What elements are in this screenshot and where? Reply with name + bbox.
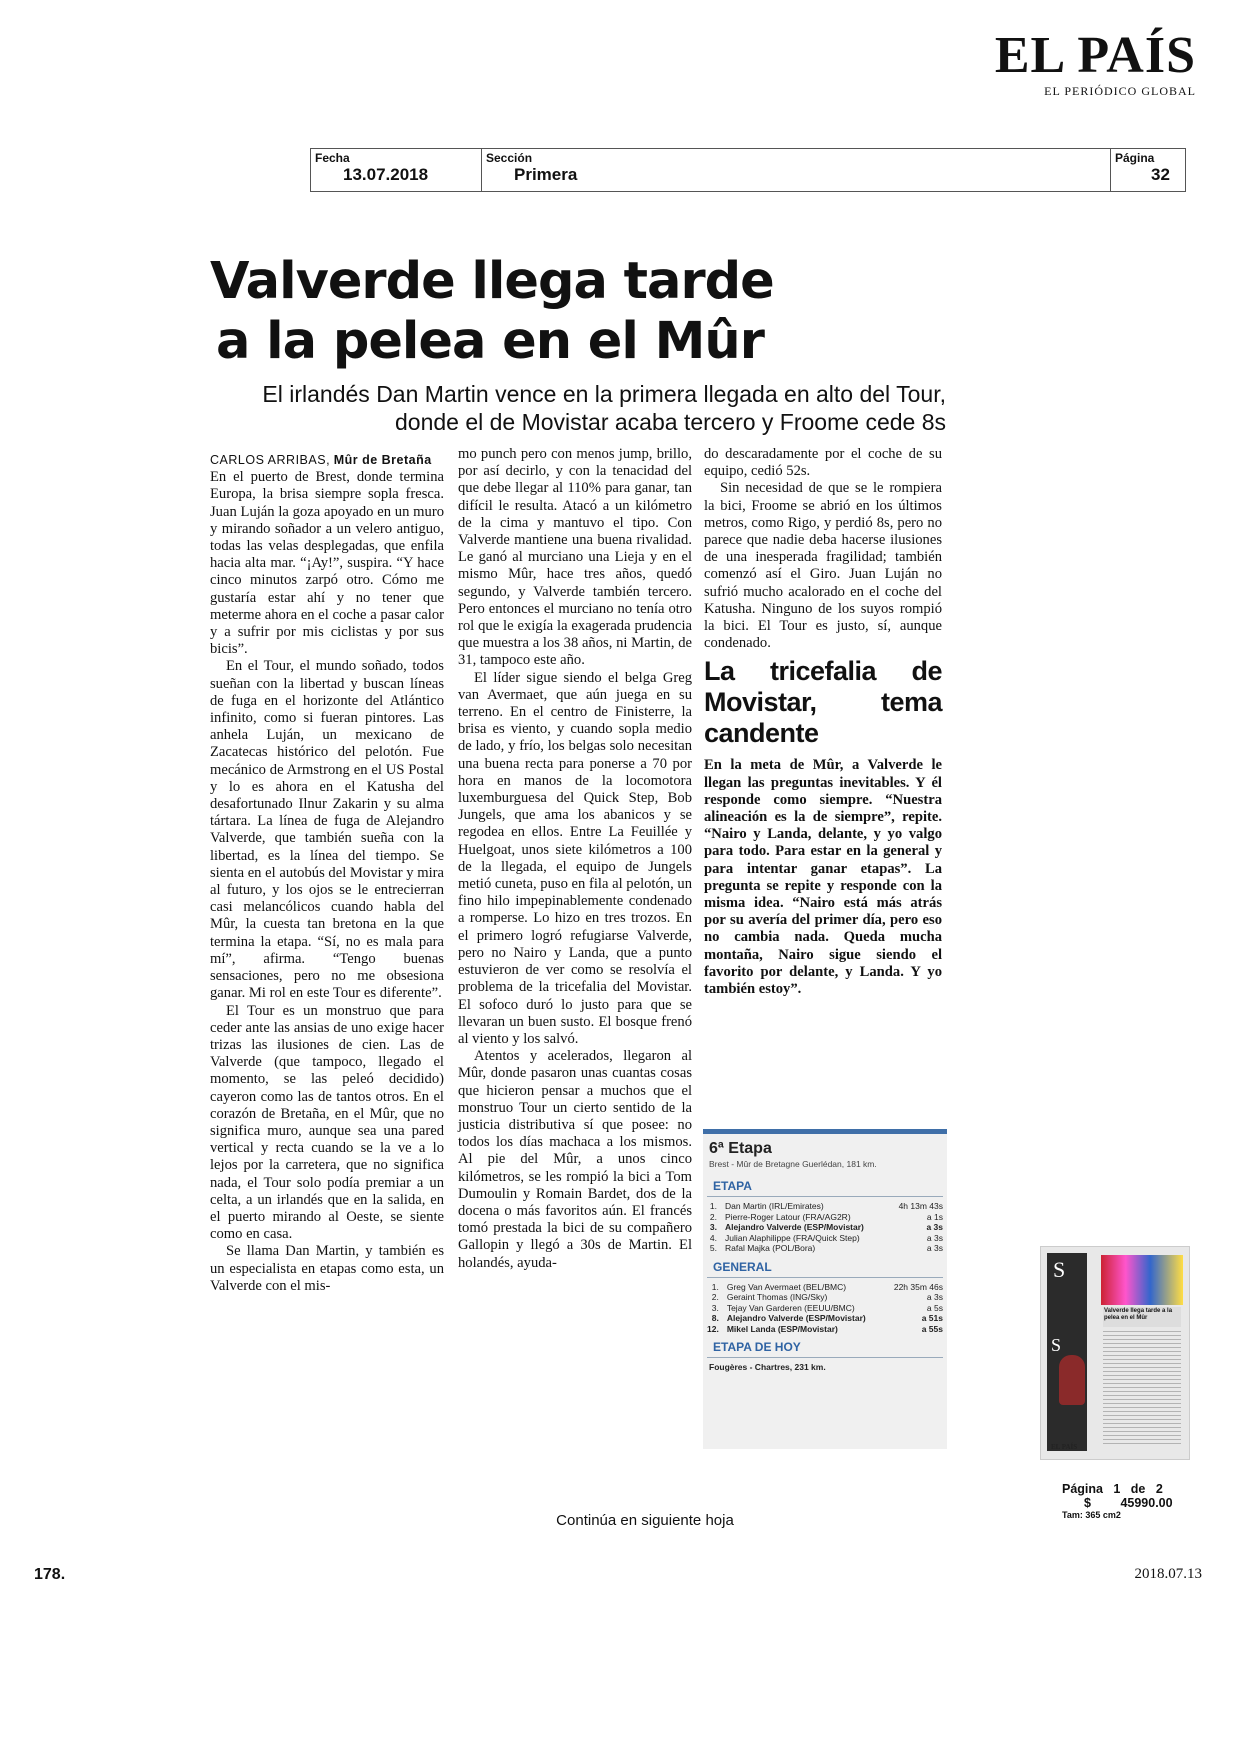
stage-title: 6ª Etapa — [709, 1140, 772, 1157]
result-time: a 3s — [926, 1222, 943, 1232]
page-amount — [1062, 1496, 1192, 1510]
result-time: 22h 35m 46s — [893, 1281, 943, 1292]
article-column-2 — [458, 446, 692, 1272]
page-thumbnail — [1040, 1246, 1190, 1460]
result-row — [703, 1324, 947, 1335]
byline — [210, 452, 444, 469]
paragraph: do descaradamente por el coche de su equipo, cedió 52s. — [704, 446, 942, 480]
article-headline — [210, 252, 774, 372]
masthead-title: EL PAÍS — [994, 27, 1196, 84]
sidebar-body: En la meta de Mûr, a Valverde le llegan las preguntas inevitables. Y él responde como siempre. “Nuestra alineación es la de siempre”, repite. “Nairo y Landa, delante, y yo valgo para todo. Para estar en la general y para intentar ganar etapas”. La pregunta se repite y responde con la misma idea. “Nairo está más atrás por su avería del primer día, pero eso no cambia nada. Queda mucha montaña, Nairo sigue siendo el favorito por delante, y Landa. Y yo también estoy”. — [704, 757, 942, 998]
thumbnail-portrait — [1059, 1355, 1085, 1405]
result-pos: 1. — [709, 1201, 717, 1211]
result-time: a 3s — [926, 1292, 943, 1302]
footer-date: 2018.07.13 — [1134, 1566, 1202, 1582]
author: CARLOS ARRIBAS, — [210, 453, 331, 467]
article-subheadline: El irlandés Dan Martin vence en la primera llegada en alto del Tour, donde el de Movistar acaba tercero y Froome cede 8s — [262, 381, 946, 435]
paragraph: mo punch pero con menos jump, brillo, por así decirlo, y con la tenacidad del que debe llegar al 110% para ganar, tan difícil le resulta. Atacó a un kilómetro de la cima y mantuvo el tipo. Con Valverde mantiene una buena rivalidad. Le ganó al murciano una Lieja y en el mismo Mûr, hace tres años, quedó segundo, y Valverde también tercero. Pero entonces el murciano no tenía otro rol que le exigía la exagerada prudencia que muestra a los 38 años, ni Martin, de 31, tampoco este año. — [458, 446, 692, 669]
page-count — [1062, 1482, 1192, 1496]
result-time: a 55s — [921, 1323, 943, 1334]
result-row — [703, 1243, 947, 1254]
continua-text: Continúa en siguiente hoja — [556, 1512, 734, 1529]
fecha-value: 13.07.2018 — [343, 165, 429, 184]
result-rider: Geraint Thomas (ING/Sky) — [726, 1292, 828, 1302]
result-rider: Greg Van Avermaet (BEL/BMC) — [726, 1281, 847, 1292]
meta-fecha — [311, 149, 482, 191]
paragraph: El Tour es un monstruo que para ceder ante las ansias de uno exige hacer trizas las ilusiones de cien. Las de Valverde (que tampoco, llegado el momento, se las peleó decidido) cayeron como las de tantos otros. En el corazón de Bretaña, en el Mûr, que no significa muro, aunque sea una pared vertical y recta cuando se la ve a lo lejos por la carretera, que no significa nada, el Tour solo podía premiar a un celta, a un irlandés que en la salida, en el puerto mirando al Oeste, se siente como en casa. — [210, 1002, 444, 1243]
general-table — [703, 1282, 947, 1335]
thumbnail-footer: EL PAÍS — [1051, 1443, 1078, 1451]
result-row — [703, 1313, 947, 1324]
result-row — [703, 1282, 947, 1293]
pagina-value: 32 — [1151, 165, 1170, 184]
sidebar-title: La tricefalia de Movistar, tema candente — [704, 656, 942, 749]
result-pos: 2. — [709, 1211, 717, 1222]
paragraph: Atentos y acelerados, llegaron al Mûr, donde pasaron unas cuantas cosas que hicieron pensar a muchos que el monstruo Tour un cierto sentido de la justicia distributiva sí que posee: no todos los días machaca a los mismos. Al pie del Mûr, a unos cinco kilómetros, se les rompió la bici a Tom Dumoulin y Romain Bardet, dos de la docena o más favoritos aún. El francés tomó prestada la bici de su compañero Gallopin y llegó a 30s de Martin. El holandés, ayuda- — [458, 1048, 692, 1271]
result-time: a 5s — [926, 1302, 943, 1313]
page-size: Tam: 365 cm2 — [1062, 1510, 1121, 1520]
etapa-table — [703, 1201, 947, 1254]
result-rider: Dan Martin (IRL/Emirates) — [725, 1201, 824, 1211]
pagina-label: Página — [1115, 151, 1155, 165]
location: Mûr de Bretaña — [333, 453, 432, 467]
hoy-title: ETAPA DE HOY — [707, 1334, 943, 1358]
result-row — [703, 1212, 947, 1223]
meta-box — [310, 148, 1186, 192]
result-time: a 3s — [926, 1232, 943, 1243]
result-row — [703, 1233, 947, 1244]
headline-line-1: Valverde llega tarde — [210, 252, 774, 311]
thumbnail-logo-letter: S — [1053, 1257, 1066, 1282]
masthead-logo — [994, 27, 1196, 99]
paragraph: El líder sigue siendo el belga Greg van Avermaet, que aún juega en su terreno. En el centro de Finisterre, la brisa es viento, y cuando sopla medio de lado, y frío, los belgas solo necesitan una buena recta para ponerse a 70 por hora en manos de la locomotora luxemburguesa del Quick Step, Bob Jungels, que ama los abanicos y se regodea en ellos. Entre La Feuillée y Huelgoat, unos siete kilómetros a 100 de la llegada, el equipo de Jungels metió cuneta, puso en fila al pelotón, un fino hilo impepinablemente condenado a romperse. Lo hizo en tres trozos. En el primero logró refugiarse Valverde, pero no Nairo y Landa, que a punto estuvieron de ver como se resolvía el problema de la tricefalia del Movistar. El sofoco duró lo justo para que se llevaran un buen susto. El bosque frenó al viento y los salvó. — [458, 669, 692, 1047]
currency: $ — [1084, 1496, 1091, 1510]
page-number: 178. — [34, 1566, 66, 1583]
result-row — [703, 1303, 947, 1314]
result-rider: Julian Alaphilippe (FRA/Quick Step) — [725, 1232, 860, 1243]
result-time: a 1s — [926, 1211, 943, 1222]
page-label: Página — [1062, 1482, 1103, 1496]
paragraph: Se llama Dan Martin, y también es un especialista en etapas como esta, un Valverde con el mis- — [210, 1243, 444, 1294]
results-box — [703, 1129, 947, 1449]
result-pos: 1. — [711, 1281, 719, 1292]
stage-route: Brest - Mûr de Bretagne Guerlédan, 181 km. — [709, 1159, 877, 1169]
result-rider: Rafal Majka (POL/Bora) — [725, 1243, 816, 1253]
fecha-label: Fecha — [315, 151, 350, 165]
article-column-3 — [704, 446, 942, 998]
result-time: a 3s — [926, 1243, 943, 1253]
result-pos: 8. — [711, 1313, 719, 1323]
result-pos: 12. — [707, 1323, 719, 1334]
result-time: a 51s — [921, 1313, 943, 1323]
result-rider: Pierre-Roger Latour (FRA/AG2R) — [725, 1211, 851, 1222]
paragraph: En el puerto de Brest, donde termina Europa, la brisa siempre sopla fresca. Juan Luján la goza apoyado en un muro y mirando soñador a un velero antiguo, todas las velas desplegadas, que enfila hacia alta mar. “¡Ay!”, suspira. “Y hace cinco minutos zarpó otro. Cómo me gustaría estar ahí y no tener que meterme ahora en el coche a pasar calor y a sufrir por mis ciclistas y por sus bicis”. — [210, 469, 444, 658]
result-rider: Mikel Landa (ESP/Movistar) — [726, 1323, 838, 1334]
amount: 45990.00 — [1120, 1496, 1173, 1510]
seccion-label: Sección — [486, 151, 533, 165]
thumbnail-headline: Valverde llega tarde a la pelea en el Mûr — [1103, 1307, 1181, 1327]
thumbnail-photo — [1101, 1255, 1183, 1305]
page-num: 1 — [1113, 1482, 1121, 1496]
thumbnail-logo-letter-2: S — [1051, 1335, 1062, 1355]
page-de: de — [1130, 1482, 1146, 1496]
meta-pagina — [1111, 149, 1185, 191]
result-row — [703, 1222, 947, 1233]
result-row — [703, 1201, 947, 1212]
result-pos: 4. — [709, 1232, 717, 1243]
article-column-1 — [210, 452, 444, 1295]
general-title: GENERAL — [707, 1254, 943, 1278]
seccion-value: Primera — [514, 165, 578, 184]
result-pos: 5. — [709, 1243, 717, 1253]
masthead-subtitle: EL PERIÓDICO GLOBAL — [1044, 84, 1196, 98]
result-rider: Alejandro Valverde (ESP/Movistar) — [725, 1222, 864, 1232]
result-rider: Tejay Van Garderen (EEUU/BMC) — [726, 1302, 855, 1313]
hoy-route: Fougères - Chartres, 231 km. — [709, 1362, 826, 1372]
result-pos: 3. — [711, 1302, 719, 1313]
paragraph: Sin necesidad de que se le rompiera la bici, Froome se abrió en los últimos metros, como Rigo, y perdió 8s, pero no parece que nadie deba hacerse ilusiones de una inesperada fragilidad; también comenzó así el Giro. Juan Luján no sufrió mucho acalorado en el coche del Katusha. Ninguno de los suyos rompió la bici. El Tour es justo, sí, aunque condenado. — [704, 480, 942, 652]
headline-line-2: a la pelea en el Mûr — [216, 312, 764, 371]
paragraph: En el Tour, el mundo soñado, todos sueñan con la libertad y buscan líneas de fuga en el horizonte del Atlántico infinito, como si fueran pintores. Las anhela Luján, un mexicano de Zacatecas histórico del pelotón. Fue mecánico de Armstrong en el US Postal y lo es ahora en el Katusha del desafortunado Ilnur Zakarin y su alma tártara. La línea de fuga de Alejandro Valverde, que también sueña con la libertad, es la línea del tiempo. Se sienta en el autobús del Movistar y mira al futuro, y los ojos se le entrecierran casi melancólicos cuando habla del Mûr, la cuesta tan bretona en la que termina la etapa. “Sí, no es mala para mí”, afirma. “Tengo buenas sensaciones, pero no me obsesiona ganar. Mi rol en este Tour es diferente”. — [210, 658, 444, 1002]
result-pos: 2. — [711, 1292, 719, 1302]
result-row — [703, 1292, 947, 1303]
thumbnail-text-lines — [1103, 1331, 1181, 1447]
meta-seccion — [482, 149, 1111, 191]
etapa-title: ETAPA — [707, 1173, 943, 1197]
page-total: 2 — [1155, 1482, 1163, 1496]
result-pos: 3. — [709, 1222, 717, 1232]
result-time: 4h 13m 43s — [898, 1201, 943, 1211]
result-rider: Alejandro Valverde (ESP/Movistar) — [726, 1313, 866, 1323]
